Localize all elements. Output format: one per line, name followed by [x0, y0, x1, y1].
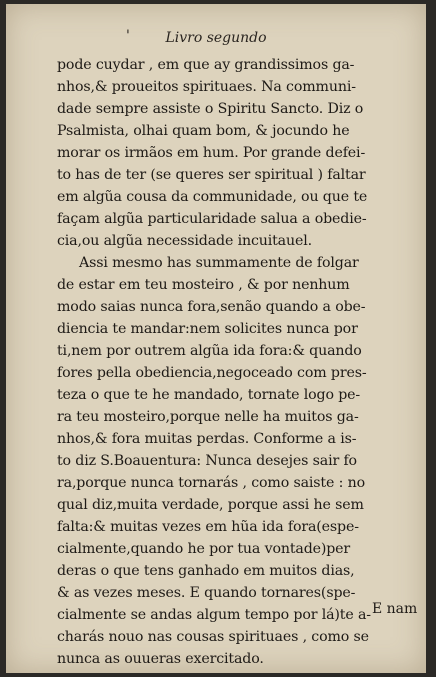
- catchword: E nam: [372, 601, 418, 617]
- text-line: nunca as ouueras exercitado.: [57, 651, 264, 667]
- text-line: cia,ou algũa necessidade incuitauel.: [57, 233, 312, 249]
- text-line: Psalmista, olhai quam bom, & jocundo he: [57, 123, 350, 139]
- text-line: & as vezes meses. E quando tornares(spe-: [57, 585, 356, 601]
- text-line: em algũa cousa da communidade, ou que te: [57, 189, 368, 205]
- text-line-paragraph-start: Assi mesmo has summamente de folgar: [79, 255, 359, 271]
- book-page: [6, 4, 426, 673]
- text-line: nhos,& fora muitas perdas. Conforme a is-: [57, 431, 357, 447]
- text-line: cialmente,quando he por tua vontade)per: [57, 541, 351, 557]
- text-line: ti,nem por outrem algũa ida fora:& quando: [57, 343, 362, 359]
- text-line: teza o que te he mandado, tornate logo pe-: [57, 387, 361, 403]
- text-line: qual diz,muita verdade, porque assi he sem: [57, 497, 364, 513]
- text-line: dade sempre assiste o Spiritu Sancto. Diz o: [57, 101, 364, 117]
- body-text: [57, 54, 418, 670]
- text-line: ra teu mosteiro,porque nelle ha muitos ga-: [57, 409, 359, 425]
- text-line: fores pella obediencia,negoceado com pres-: [57, 365, 367, 381]
- text-line: de estar em teu mosteiro , & por nenhum: [57, 277, 350, 293]
- text-line: charás nouo nas cousas spirituaes , como se: [57, 629, 369, 645]
- text-line: to has de ter (se queres ser spiritual ) faltar: [57, 167, 366, 183]
- running-head: [6, 30, 426, 46]
- header-mark: ': [126, 28, 130, 44]
- text-line: deras o que tens ganhado em muitos dias,: [57, 563, 355, 579]
- text-line: to diz S.Boauentura: Nunca desejes sair fo: [57, 453, 357, 469]
- running-head-title: Livro segundo: [165, 30, 267, 46]
- text-line: cialmente se andas algum tempo por lá)te a-: [57, 607, 371, 623]
- text-line: façam algũa particularidade salua a obedie-: [57, 211, 367, 227]
- text-line: falta:& muitas vezes em hũa ida fora(espe-: [57, 519, 359, 535]
- text-line: modo saias nunca fora,senão quando a obe-: [57, 299, 366, 315]
- text-line: pode cuydar , em que ay grandissimos ga-: [57, 57, 355, 73]
- text-line: diencia te mandar:nem solicites nunca por: [57, 321, 358, 337]
- text-line: morar os irmãos em hum. Por grande defei-: [57, 145, 366, 161]
- text-line: nhos,& proueitos spirituaes. Na communi-: [57, 79, 356, 95]
- text-line: ra,porque nunca tornarás , como saiste : no: [57, 475, 365, 491]
